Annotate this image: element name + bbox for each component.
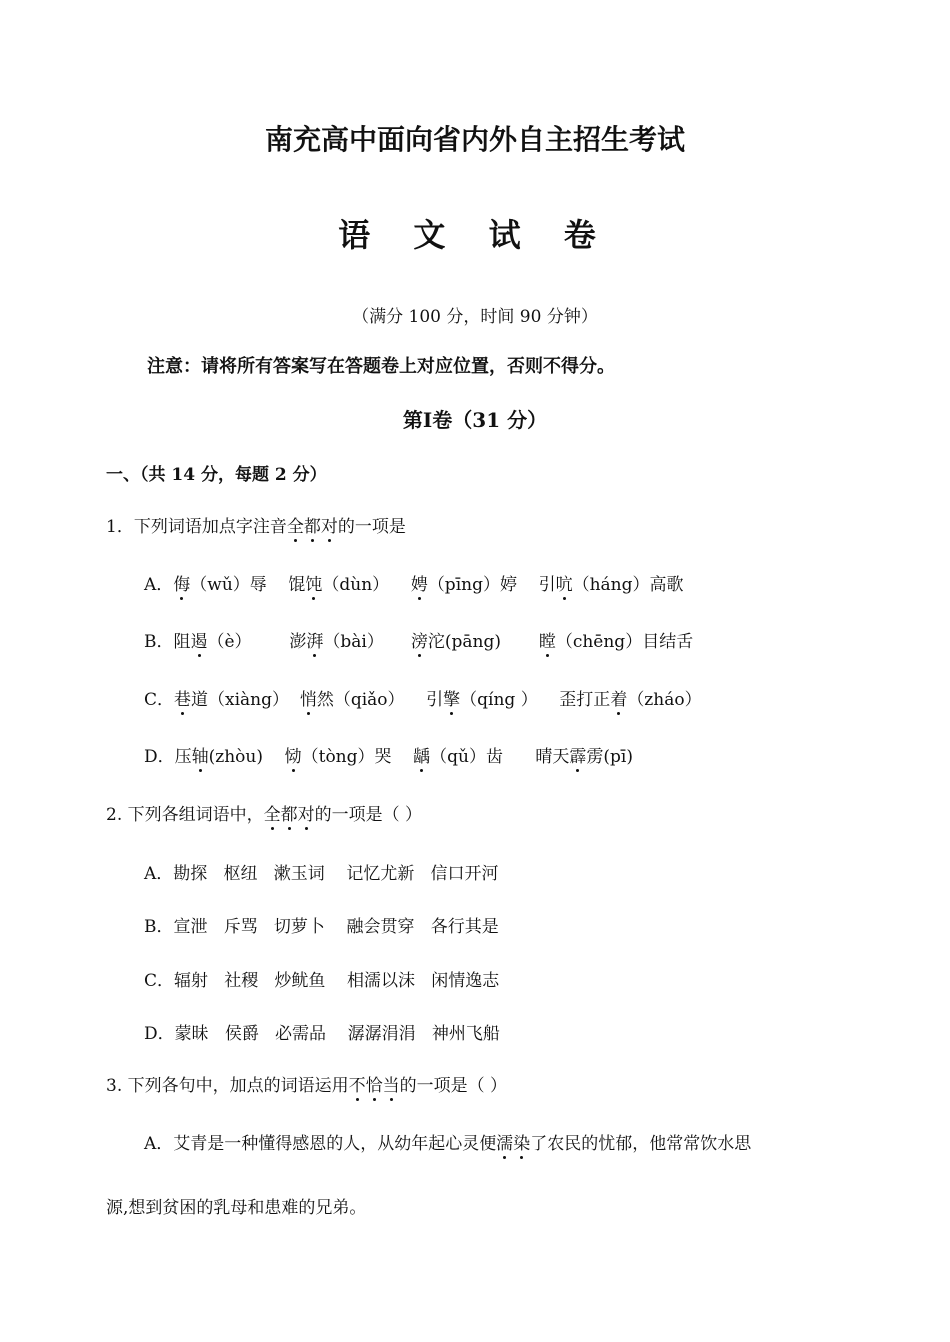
q2-option-c: C．辐射 社稷 炒鱿鱼 相濡以沫 闲情逸志 — [144, 971, 500, 991]
stem-text: 的一项是 — [337, 517, 406, 537]
dotted-char: 濡 — [496, 1129, 513, 1154]
score-time-note: （满分 100 分，时间 90 分钟） — [352, 307, 598, 327]
dotted-char: 侮 — [173, 570, 190, 595]
dotted-char: 巷 — [174, 685, 191, 710]
dotted-char: 全 — [287, 512, 304, 537]
q2-option-a: A．勘探 枢纽 漱玉词 记忆尤新 信口开河 — [144, 864, 499, 884]
dotted-char: 瞠 — [539, 627, 556, 652]
section-heading: 一、（共 14 分，每题 2 分） — [106, 465, 327, 485]
subject-title: 语 文 试 卷 — [338, 216, 612, 254]
emphasis-text — [264, 805, 315, 825]
volume-heading: 第Ⅰ卷（31 分） — [402, 408, 548, 432]
stem-text: 的一项是（ ） — [399, 1076, 508, 1096]
dotted-char: 着 — [610, 685, 627, 710]
dotted-char: 龋 — [413, 742, 430, 767]
dotted-char: 都 — [281, 800, 298, 825]
emphasis-dotted — [287, 517, 338, 537]
q2-option-d: D．蒙昧 侯爵 必需品 潺潺涓涓 神州飞船 — [144, 1024, 500, 1044]
dotted-char: 染 — [513, 1129, 530, 1154]
stem-text: 2. 下列各组词语中， — [106, 805, 264, 825]
q1-option-c: C．巷道（xiàng） 悄然（qiǎo） 引擎（qíng ） 歪打正着（zháo） — [144, 685, 702, 710]
dotted-char: 恰 — [366, 1071, 383, 1096]
dotted-char: 不 — [349, 1071, 366, 1096]
emphasis-text — [287, 517, 338, 537]
emphasis-text — [349, 1076, 400, 1096]
dotted-char: 全 — [264, 800, 281, 825]
dotted-char: 当 — [383, 1071, 400, 1096]
dotted-char: 恸 — [285, 742, 302, 767]
dotted-char: 吭 — [556, 570, 573, 595]
dotted-char: 擎 — [443, 685, 460, 710]
stem-text: 1．下列词语加点字注音 — [106, 517, 287, 537]
dotted-char: 霹 — [569, 742, 586, 767]
dotted-char: 湃 — [306, 627, 323, 652]
dotted-char: 饨 — [305, 570, 322, 595]
question-3-stem — [106, 1071, 507, 1096]
q3-option-a-line1: A．艾青是一种懂得感恩的人，从幼年起心灵便濡染了农民的忧郁，他常常饮水思 — [144, 1129, 751, 1154]
q1-option-d: D．压轴(zhòu) 恸（tòng）哭 龋（qǔ）齿 晴天霹雳(pī) — [144, 742, 633, 767]
q1-option-a: A．侮（wǔ）辱 馄饨（dùn） 娉（pīng）婷 引吭（háng）高歌 — [144, 570, 684, 595]
exam-title: 南充高中面向省内外自主招生考试 — [264, 123, 685, 156]
dotted-char: 对 — [321, 512, 338, 537]
stem-text: 的一项是（ ） — [314, 805, 423, 825]
q2-option-b: B．宣泄 斥骂 切萝卜 融会贯穿 各行其是 — [144, 917, 499, 937]
question-1-stem — [106, 512, 406, 537]
dotted-char: 对 — [298, 800, 315, 825]
q1-option-b: B．阻遏（è） 澎湃（bài） 滂沱(pāng) 瞠（chēng）目结舌 — [144, 627, 693, 652]
dotted-char: 娉 — [411, 570, 428, 595]
dotted-char: 遏 — [191, 627, 208, 652]
question-2-stem — [106, 800, 422, 825]
stem-text: 3. 下列各句中，加点的词语运用 — [106, 1076, 349, 1096]
dotted-char: 都 — [304, 512, 321, 537]
notice: 注意：请将所有答案写在答题卷上对应位置，否则不得分。 — [147, 356, 615, 377]
q3-option-a-line2: 源,想到贫困的乳母和患难的兄弟。 — [106, 1198, 367, 1218]
dotted-char: 滂 — [411, 627, 428, 652]
dotted-char: 轴 — [192, 742, 209, 767]
dotted-char: 悄 — [300, 685, 317, 710]
emphasis-text — [496, 1134, 530, 1154]
